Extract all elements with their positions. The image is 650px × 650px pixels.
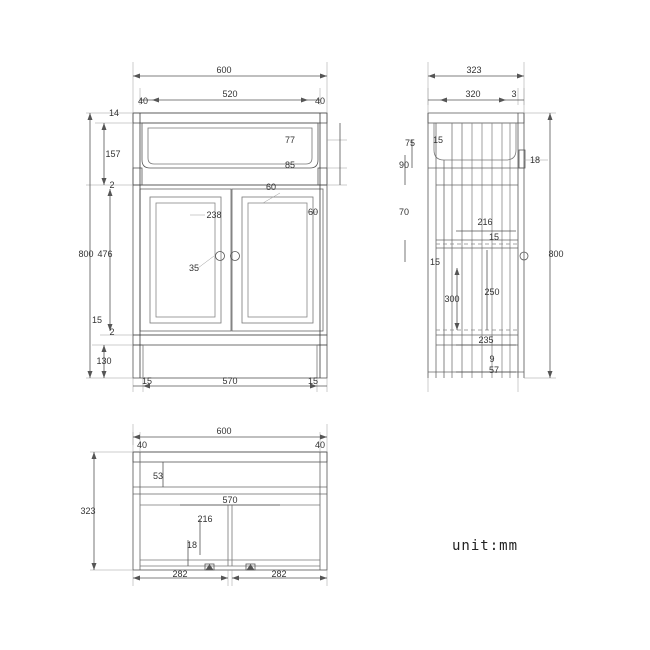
dim-front-77: 77	[284, 135, 296, 145]
dim-front-2-bottom: 2	[109, 327, 115, 337]
dim-side-15-top: 15	[432, 135, 444, 145]
dim-side-235: 235	[478, 335, 494, 345]
dim-front-130: 130	[96, 356, 112, 366]
dim-side-57: 57	[488, 365, 500, 375]
dim-front-476: 476	[97, 249, 113, 259]
dim-front-800: 800	[78, 249, 94, 259]
dim-side-250: 250	[484, 287, 500, 297]
dim-front-35: 35	[188, 263, 200, 273]
dim-side-15-low: 15	[429, 257, 441, 267]
dim-front-15-right: 15	[307, 376, 319, 386]
dim-plan-53: 53	[152, 471, 164, 481]
dim-side-90: 90	[398, 160, 410, 170]
dim-side-15-mid: 15	[488, 232, 500, 242]
dim-side-323: 323	[466, 65, 482, 75]
unit-note: unit:mm	[452, 538, 519, 554]
dim-side-216: 216	[477, 217, 493, 227]
dim-plan-18: 18	[186, 540, 198, 550]
dim-front-15-left: 15	[141, 376, 153, 386]
dim-plan-323: 323	[80, 506, 96, 516]
dim-front-520: 520	[222, 89, 238, 99]
dim-plan-40-left: 40	[136, 440, 148, 450]
dim-front-40-right: 40	[314, 96, 326, 106]
dim-plan-282-right: 282	[271, 569, 287, 579]
dim-front-157: 157	[105, 149, 121, 159]
dim-front-60-side: 60	[307, 207, 319, 217]
dim-side-300: 300	[444, 294, 460, 304]
dim-front-40-left: 40	[137, 96, 149, 106]
dim-plan-600: 600	[216, 426, 232, 436]
dim-front-15-mid: 15	[91, 315, 103, 325]
dim-side-9: 9	[489, 354, 495, 364]
dim-front-238: 238	[206, 210, 222, 220]
dim-plan-216: 216	[197, 514, 213, 524]
plan-view	[90, 424, 327, 586]
dim-plan-282-left: 282	[172, 569, 188, 579]
dim-front-85: 85	[284, 160, 296, 170]
dim-side-18: 18	[529, 155, 541, 165]
dim-side-70: 70	[398, 207, 410, 217]
front-elevation-view	[86, 62, 347, 392]
dim-side-320: 320	[465, 89, 481, 99]
dim-front-600: 600	[216, 65, 232, 75]
dim-front-570: 570	[222, 376, 238, 386]
dim-front-2-top: 2	[109, 180, 115, 190]
dim-front-60-top: 60	[265, 182, 277, 192]
dim-plan-40-right: 40	[314, 440, 326, 450]
dim-front-14: 14	[108, 108, 120, 118]
dim-plan-570: 570	[222, 495, 238, 505]
dim-side-75: 75	[404, 138, 416, 148]
dim-side-3: 3	[511, 89, 517, 99]
dim-side-800: 800	[548, 249, 564, 259]
